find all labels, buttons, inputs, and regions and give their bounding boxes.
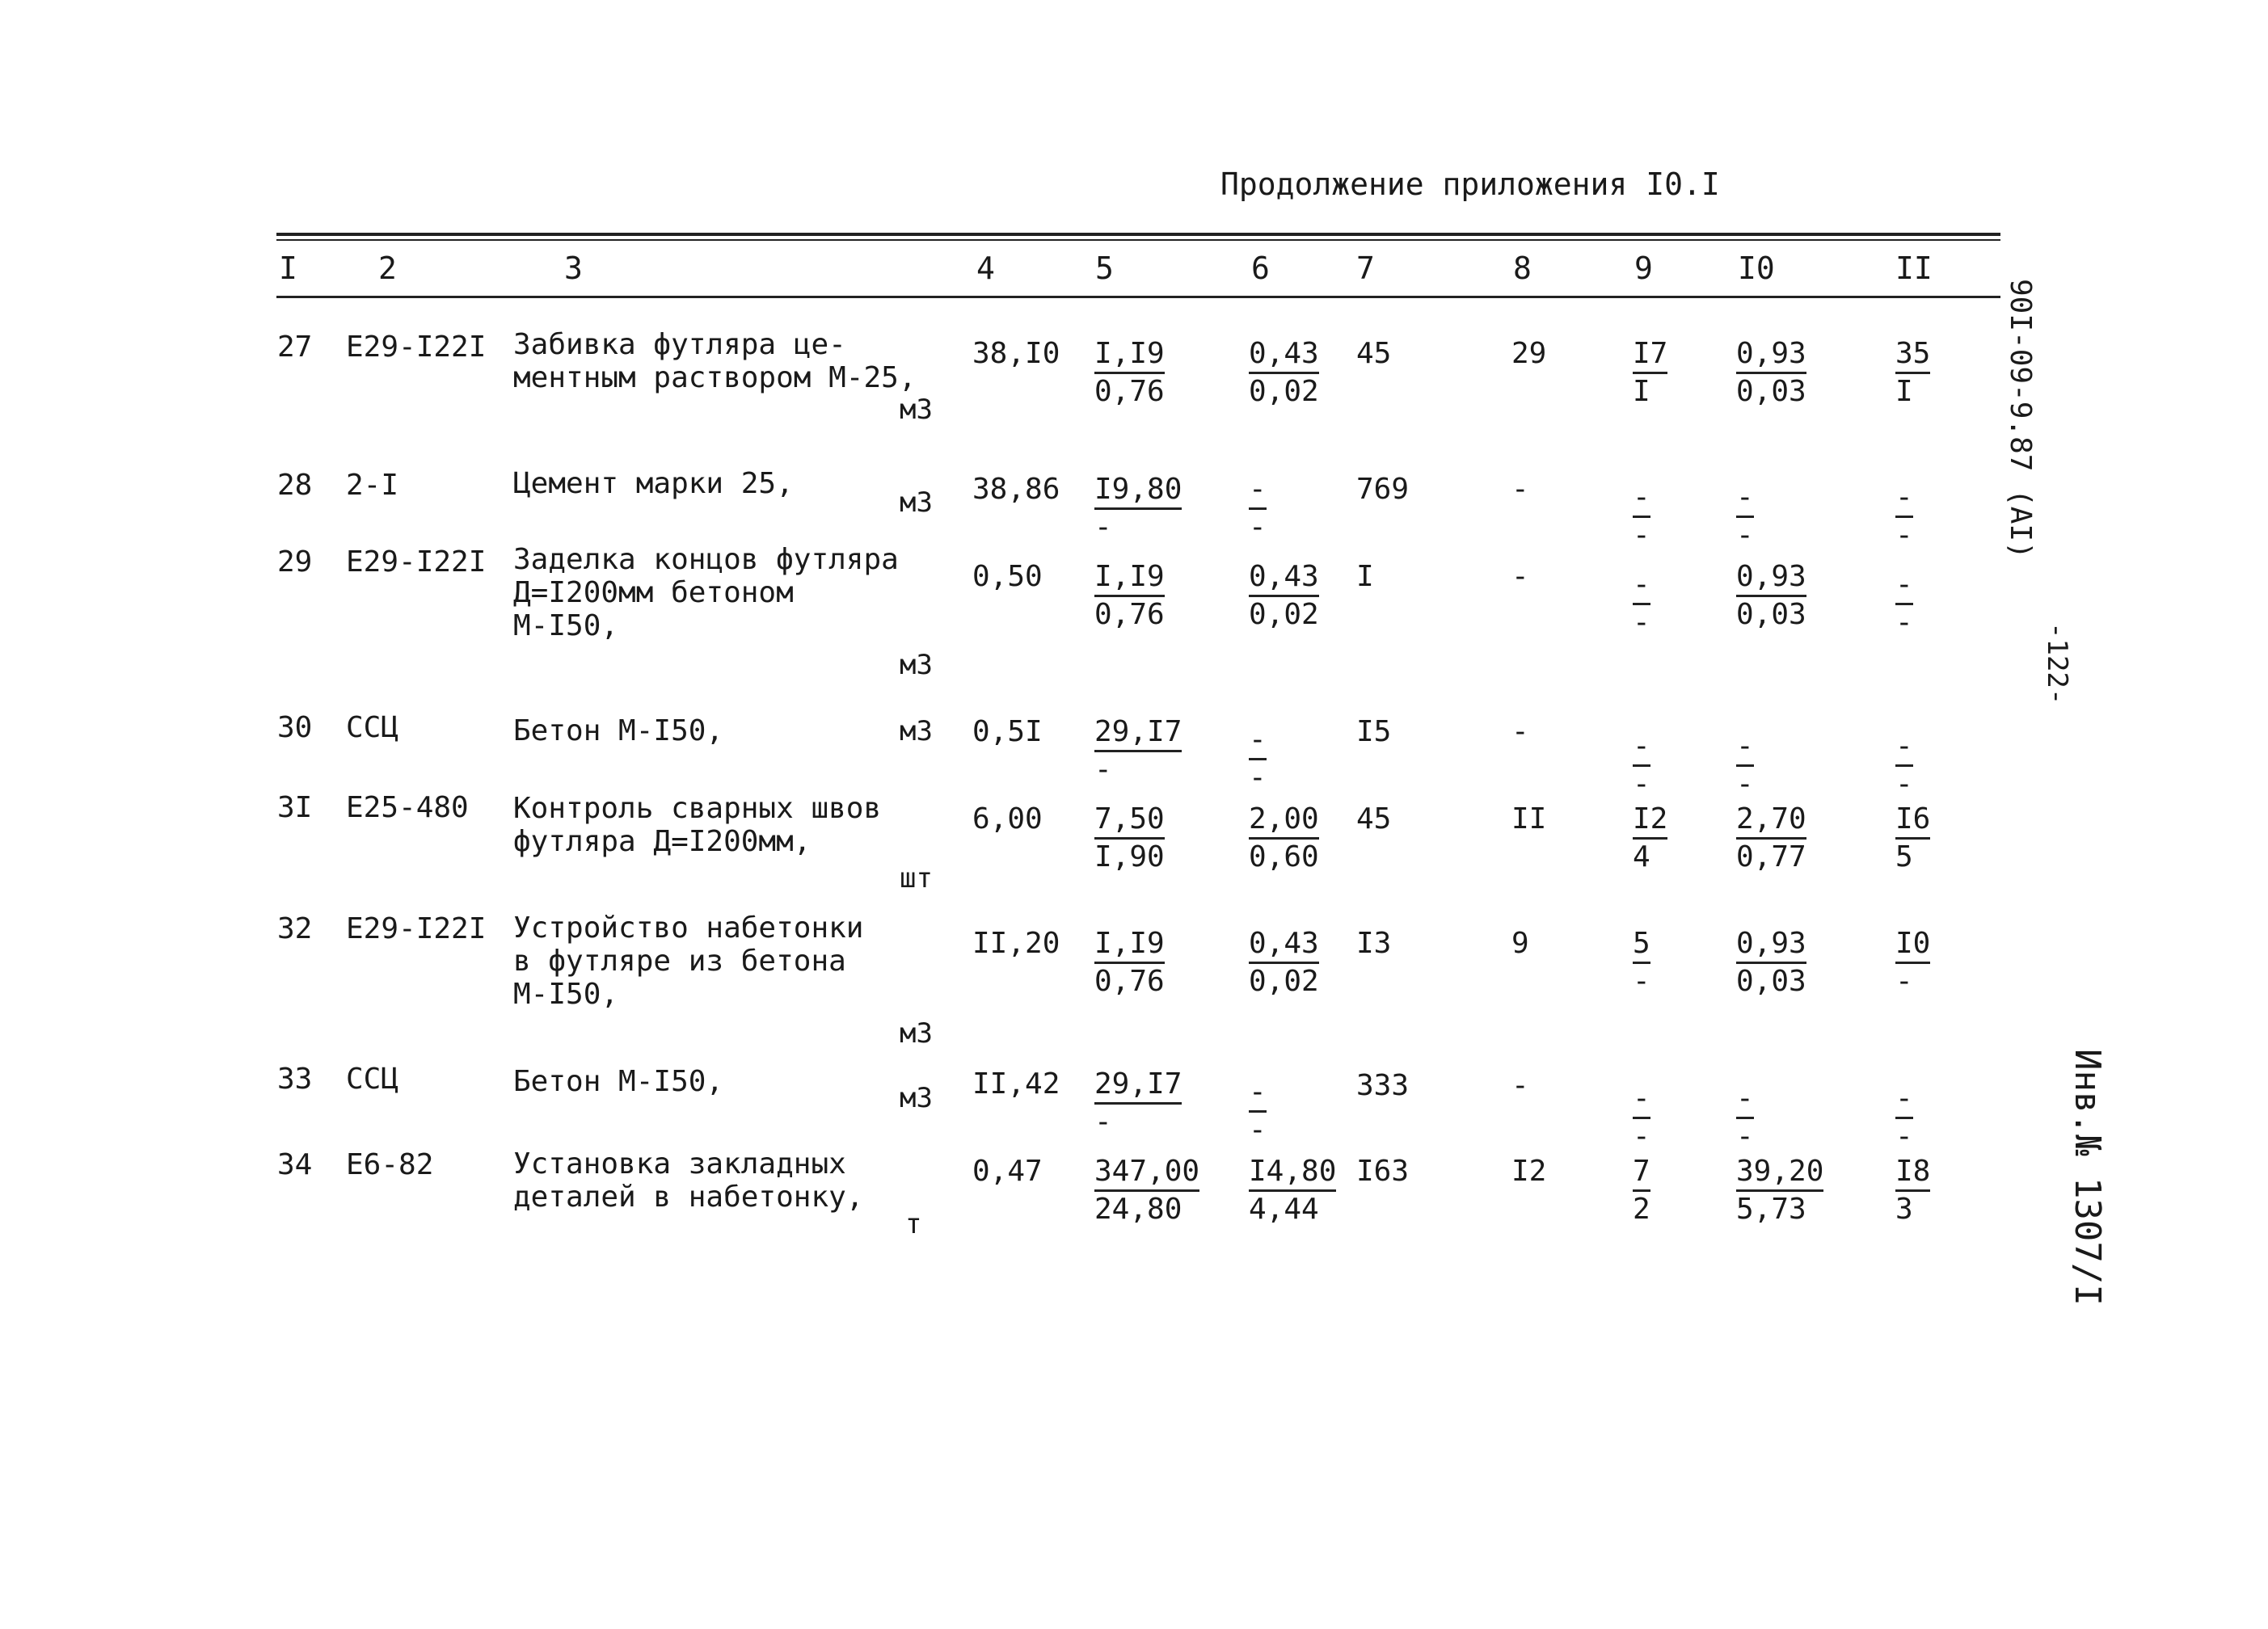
row-col-7: I3 (1356, 927, 1392, 960)
cell-fraction-9 (1633, 1084, 1650, 1151)
fraction-top: I,I9 (1094, 339, 1165, 374)
fraction-bottom: 24,80 (1094, 1193, 1182, 1226)
row-unit: шт (900, 862, 933, 894)
fraction-top: - (1633, 570, 1650, 605)
fraction-bottom: 4 (1633, 840, 1650, 873)
cell-fraction-9 (1633, 929, 1650, 996)
description-line: деталей в набетонку, (513, 1181, 864, 1214)
row-quantity: 0,47 (972, 1155, 1043, 1188)
cell-fraction-11 (1895, 483, 1913, 550)
row-code: E29-I22I (346, 330, 487, 364)
fraction-top: I2 (1633, 805, 1667, 840)
cell-fraction-9 (1633, 339, 1667, 406)
cell-fraction-5 (1094, 1157, 1199, 1224)
cell-fraction-9 (1633, 483, 1650, 550)
fraction-top: I,I9 (1094, 562, 1165, 597)
fraction-top: - (1895, 570, 1913, 605)
fraction-bottom: - (1736, 768, 1754, 801)
row-quantity: 0,5I (972, 715, 1043, 748)
cell-fraction-6 (1249, 1157, 1336, 1224)
fraction-top: 0,43 (1249, 562, 1319, 597)
row-description (513, 543, 899, 642)
row-description (513, 911, 863, 1011)
fraction-bottom: - (1895, 768, 1913, 801)
fraction-top: 7 (1633, 1157, 1650, 1192)
fraction-top: - (1633, 1084, 1650, 1119)
side-document-code: 90I-09-9.87 (AI) (2004, 279, 2037, 559)
fraction-top: - (1736, 483, 1754, 518)
row-code: E6-82 (346, 1148, 434, 1181)
description-line: футляра Д=I200мм, (513, 825, 812, 858)
fraction-top: I8 (1895, 1157, 1930, 1192)
col-header-8: 8 (1513, 250, 1532, 286)
fraction-bottom: - (1736, 519, 1754, 552)
row-unit: т (905, 1208, 922, 1240)
fraction-top: 0,93 (1736, 929, 1806, 964)
cell-fraction-10 (1736, 562, 1806, 629)
row-col-8: - (1511, 1069, 1529, 1102)
fraction-bottom: 3 (1895, 1193, 1913, 1226)
row-unit: м3 (900, 394, 933, 426)
fraction-top: 0,43 (1249, 929, 1319, 964)
fraction-bottom: 4,44 (1249, 1193, 1319, 1226)
cell-fraction-6 (1249, 475, 1267, 542)
description-line: Устройство набетонки (513, 911, 864, 945)
row-col-7: I63 (1356, 1155, 1410, 1188)
fraction-bottom: I (1895, 375, 1913, 408)
description-line: ментным раствором М-25, (513, 361, 917, 394)
fraction-bottom: 2 (1633, 1193, 1650, 1226)
fraction-bottom: 0,02 (1249, 598, 1319, 631)
fraction-top: I,I9 (1094, 929, 1165, 964)
fraction-bottom: 0,02 (1249, 965, 1319, 998)
fraction-bottom: 0,60 (1249, 840, 1319, 873)
row-number: 28 (277, 469, 313, 502)
row-quantity: 0,50 (972, 560, 1043, 593)
row-number: 34 (277, 1148, 313, 1181)
fraction-bottom: 0,76 (1094, 598, 1165, 631)
cell-fraction-5 (1094, 929, 1165, 996)
row-col-8: II (1511, 802, 1547, 836)
row-col-8: I2 (1511, 1155, 1547, 1188)
row-description (513, 467, 794, 500)
fraction-top: - (1249, 1078, 1267, 1113)
fraction-bottom: - (1633, 606, 1650, 639)
description-line: М-I50, (513, 609, 619, 642)
fraction-top: 7,50 (1094, 805, 1165, 840)
fraction-top: 29,I7 (1094, 1070, 1182, 1105)
fraction-bottom: - (1094, 511, 1112, 544)
row-number: 27 (277, 330, 313, 364)
cell-fraction-10 (1736, 1084, 1754, 1151)
fraction-top: - (1633, 483, 1650, 518)
cell-fraction-10 (1736, 339, 1806, 406)
cell-fraction-10 (1736, 1157, 1823, 1224)
row-number: 32 (277, 912, 313, 945)
row-col-7: 769 (1356, 473, 1410, 506)
row-code: E25-480 (346, 791, 469, 824)
fraction-bottom: - (1895, 519, 1913, 552)
cell-fraction-9 (1633, 802, 1668, 873)
description-line: Цемент марки 25, (513, 467, 794, 500)
cell-fraction-11 (1895, 1157, 1930, 1224)
row-unit: м3 (900, 1017, 933, 1050)
cell-fraction-9 (1633, 732, 1650, 799)
fraction-top: - (1736, 1084, 1754, 1119)
fraction-bottom: - (1633, 1120, 1650, 1153)
row-col-7: 45 (1356, 337, 1392, 370)
cell-fraction-6 (1249, 929, 1319, 996)
row-col-7: 333 (1356, 1069, 1410, 1102)
row-number: 30 (277, 711, 313, 744)
description-line: Установка закладных (513, 1147, 846, 1181)
cell-fraction-11 (1895, 802, 1931, 873)
cell-fraction-11 (1895, 339, 1930, 406)
cell-fraction-6 (1249, 723, 1267, 794)
fraction-bottom: - (1094, 1105, 1112, 1139)
row-col-8: - (1511, 473, 1529, 506)
page-title: Продолжение приложения I0.I (1220, 166, 1720, 202)
col-header-4: 4 (976, 250, 995, 286)
cell-fraction-9 (1633, 1157, 1650, 1224)
fraction-top: - (1633, 732, 1650, 767)
fraction-bottom: 0,76 (1094, 965, 1165, 998)
cell-fraction-5 (1094, 1067, 1182, 1139)
inventory-number: Инв.№ 1307/I (2067, 1049, 2108, 1306)
fraction-bottom: 5 (1895, 840, 1913, 873)
fraction-top: 39,20 (1736, 1157, 1823, 1192)
row-unit: м3 (900, 649, 933, 681)
row-col-8: 9 (1511, 927, 1529, 960)
row-col-7: 45 (1356, 802, 1392, 836)
cell-fraction-10 (1736, 929, 1806, 996)
description-line: Забивка футляра це- (513, 328, 846, 361)
description-line: Бетон М-I50, (513, 1065, 724, 1098)
fraction-top: 347,00 (1094, 1157, 1199, 1192)
header-bottom-rule (276, 296, 2000, 298)
description-line: в футляре из бетона (513, 945, 846, 978)
fraction-top: - (1249, 726, 1267, 760)
fraction-top: - (1895, 483, 1913, 518)
fraction-bottom: - (1249, 1113, 1267, 1147)
cell-fraction-5 (1094, 715, 1182, 786)
fraction-bottom: - (1895, 606, 1913, 639)
row-description (513, 1147, 863, 1214)
row-description (513, 714, 723, 747)
cell-fraction-10 (1736, 483, 1754, 550)
fraction-bottom: - (1633, 965, 1650, 998)
col-header-5: 5 (1095, 250, 1114, 286)
fraction-top: I9,80 (1094, 475, 1182, 510)
cell-fraction-10 (1736, 732, 1754, 799)
row-code: ССЦ (346, 711, 399, 744)
fraction-bottom: 5,73 (1736, 1193, 1806, 1226)
fraction-top: I0 (1895, 929, 1930, 964)
row-col-8: - (1511, 560, 1529, 593)
row-number: 33 (277, 1063, 313, 1096)
row-quantity: II,20 (972, 927, 1060, 960)
cell-fraction-6 (1249, 802, 1319, 873)
fraction-bottom: - (1094, 753, 1112, 786)
col-header-2: 2 (378, 250, 397, 286)
fraction-bottom: I,90 (1094, 840, 1165, 873)
row-col-7: I (1356, 560, 1374, 593)
row-col-8: - (1511, 715, 1529, 748)
cell-fraction-11 (1895, 929, 1930, 996)
fraction-top: - (1895, 1084, 1913, 1119)
cell-fraction-5 (1094, 339, 1165, 406)
fraction-bottom: - (1249, 761, 1267, 794)
fraction-bottom: - (1249, 511, 1267, 544)
description-line: Д=I200мм бетоном (513, 576, 794, 609)
row-number: 3I (277, 791, 313, 824)
col-header-6: 6 (1251, 250, 1270, 286)
fraction-bottom: 0,76 (1094, 375, 1165, 408)
row-quantity: II,42 (972, 1067, 1060, 1101)
fraction-bottom: 0,02 (1249, 375, 1319, 408)
cell-fraction-5 (1094, 802, 1165, 873)
cell-fraction-11 (1895, 1084, 1913, 1151)
table-top-rule (276, 233, 2000, 236)
description-line: Заделка концов футляра (513, 543, 899, 576)
fraction-bottom: 0,03 (1736, 965, 1806, 998)
row-description (513, 1065, 723, 1098)
table-top-rule-thin (276, 239, 2000, 241)
cell-fraction-11 (1895, 570, 1913, 638)
row-col-7: I5 (1356, 715, 1392, 748)
fraction-top: 2,70 (1736, 805, 1806, 840)
fraction-top: 0,43 (1249, 339, 1319, 374)
cell-fraction-11 (1895, 732, 1913, 799)
row-description (513, 792, 881, 858)
row-quantity: 38,86 (972, 473, 1060, 506)
fraction-top: 2,00 (1249, 805, 1319, 840)
fraction-top: 0,93 (1736, 339, 1806, 374)
fraction-top: I4,80 (1249, 1157, 1336, 1192)
row-number: 29 (277, 545, 313, 579)
description-line: М-I50, (513, 978, 619, 1011)
cell-fraction-9 (1633, 570, 1650, 638)
fraction-bottom: - (1633, 519, 1650, 552)
fraction-top: I6 (1895, 805, 1930, 840)
fraction-bottom: 0,77 (1736, 840, 1806, 873)
cell-fraction-6 (1249, 562, 1319, 629)
row-col-8: 29 (1511, 337, 1547, 370)
row-code: 2-I (346, 469, 399, 502)
page-number: -122- (2041, 622, 2073, 705)
fraction-top: 0,93 (1736, 562, 1806, 597)
cell-fraction-6 (1249, 339, 1319, 406)
col-header-10: I0 (1738, 250, 1775, 286)
col-header-3: 3 (564, 250, 583, 286)
cell-fraction-5 (1094, 475, 1182, 542)
fraction-top: 29,I7 (1094, 718, 1182, 752)
fraction-bottom: - (1633, 768, 1650, 801)
col-header-9: 9 (1634, 250, 1653, 286)
row-description (513, 328, 917, 394)
row-unit: м3 (900, 715, 933, 747)
row-code: E29-I22I (346, 912, 487, 945)
row-code: E29-I22I (346, 545, 487, 579)
fraction-bottom: - (1895, 1120, 1913, 1153)
cell-fraction-6 (1249, 1075, 1267, 1147)
col-header-7: 7 (1356, 250, 1375, 286)
fraction-bottom: - (1736, 1120, 1754, 1153)
fraction-top: - (1736, 732, 1754, 767)
row-quantity: 6,00 (972, 802, 1043, 836)
cell-fraction-10 (1736, 802, 1806, 873)
fraction-bottom: - (1895, 965, 1913, 998)
fraction-top: - (1249, 475, 1267, 510)
fraction-top: 35 (1895, 339, 1930, 374)
col-header-1: I (279, 250, 297, 286)
col-header-11: II (1895, 250, 1933, 286)
row-unit: м3 (900, 486, 933, 519)
row-quantity: 38,I0 (972, 337, 1060, 370)
cell-fraction-5 (1094, 562, 1165, 629)
description-line: Контроль сварных швов (513, 792, 882, 825)
fraction-top: 5 (1633, 929, 1650, 964)
fraction-top: I7 (1633, 339, 1667, 374)
row-code: ССЦ (346, 1063, 399, 1096)
description-line: Бетон М-I50, (513, 714, 724, 747)
fraction-bottom: 0,03 (1736, 375, 1806, 408)
row-unit: м3 (900, 1082, 933, 1114)
fraction-top: - (1895, 732, 1913, 767)
fraction-bottom: 0,03 (1736, 598, 1806, 631)
fraction-bottom: I (1633, 375, 1650, 408)
